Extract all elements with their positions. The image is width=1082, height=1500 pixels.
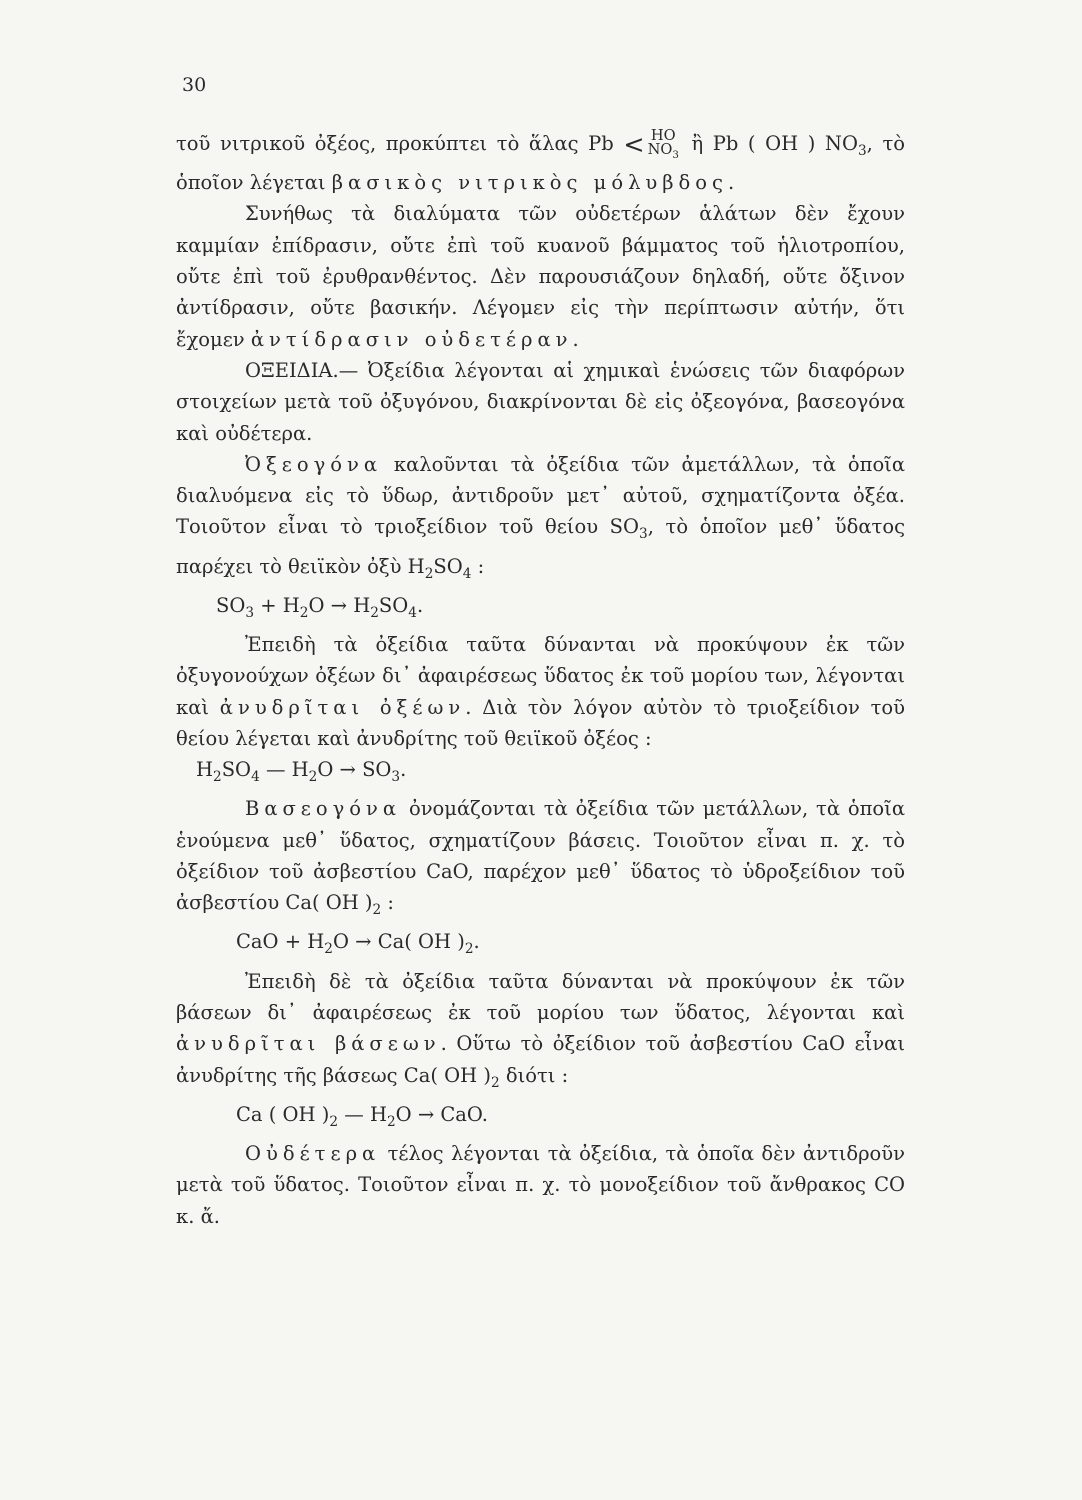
paragraph-oxides-intro: ΟΞΕΙΔΙΑ.— Ὀξείδια λέγονται αἱ χημικαὶ ἑνώσεις τῶν διαφόρων στοιχείων μετὰ τοῦ ὀξυγόνου, διακρίνονται δὲ εἰς ὀξεογόνα, βασεογόνα καὶ οὐδέτερα. (176, 358, 905, 445)
term-basic-lead-nitrate: βασικὸς νιτρικὸς μόλυβδος (331, 171, 728, 195)
formula-fraction: HO $NO_3$ (647, 126, 679, 161)
term-acid-anhydrides: ἀνυδρῖται ὀξέων (219, 695, 466, 719)
equation-cao-water: CaO + $H_2O \to Ca$( OH )$_2$. (236, 930, 480, 958)
paragraph-neutral-reaction: Συνήθως τὰ διαλύματα τῶν οὐδετέρων ἁλάτων δὲν ἔχουν καμμίαν ἐπίδρασιν, οὔτε ἐπὶ τοῦ κυανοῦ βάμματος τοῦ ἡλιοτροπίου, οὔτε ἐπὶ τοῦ ἐρυθρανθέντος. Δὲν παρουσιάζουν δηλαδή, οὔτε ὄξινον ἀντίδρασιν, οὔτε βασικήν. Λέγομεν εἰς τὴν περίπτωσιν αὐτήν, ὅτι ἔχομεν ἀντίδρασιν οὐδετέραν. (176, 202, 905, 351)
term-neutral-reaction: ἀντίδρασιν οὐδετέραν (250, 327, 573, 351)
paragraph-acidic-oxides: Ὀξεογόνα καλοῦνται τὰ ὀξείδια τῶν ἀμετάλλων, τὰ ὁποῖα διαλυόμενα εἰς τὸ ὕδωρ, ἀντιδροῦν μετ᾽ αὐτοῦ, σχηματίζοντα ὀξέα. Τοιοῦτον εἶναι τὸ τριοξείδιον τοῦ θείου $SO_3$, τὸ ὁποῖον μεθ᾽ ὕδατος παρέχει τὸ θειϊκὸν ὀξὺ $H_2SO_4$ : (176, 452, 905, 582)
page-number: 30 (182, 74, 207, 96)
term-base-anhydrides: ἀνυδρῖται βάσεων (176, 1032, 441, 1056)
equation-caoh2-dehydration: Ca ( OH )$_2$ — $H_2O$ → CaO. (236, 1102, 488, 1130)
equation-so3-water: $SO_3 + H_2O \to H_2SO_4$. (216, 593, 424, 621)
term-acidic-oxides: Ὀξεογόνα (245, 452, 382, 476)
paragraph-basic-lead-nitrate: τοῦ νιτρικοῦ ὀξέος, προκύπτει τὸ ἅλας Pb < HO $NO_3$ ἢ Pb ( OH ) $NO_3$, τὸ ὁποῖον λέγεται βασικὸς νιτρικὸς μόλυβδος. (176, 126, 905, 195)
equation-h2so4-dehydration: $H_2SO_4$ — $H_2O \to SO_3$. (196, 758, 407, 786)
paragraph-neutral-oxides: Οὐδέτερα τέλος λέγονται τὰ ὀξείδια, τὰ ὁποῖα δὲν ἀντιδροῦν μετὰ τοῦ ὕδατος. Τοιοῦτον εἶναι π. χ. τὸ μονοξείδιον τοῦ ἄνθρακος CO κ. ἄ. (176, 1141, 905, 1228)
term-basic-oxides: Βασεογόνα (245, 797, 402, 821)
paragraph-acid-anhydrides: Ἐπειδὴ τὰ ὀξείδια ταῦτα δύνανται νὰ προκύψουν ἐκ τῶν ὀξυγονούχων ὀξέων δι᾽ ἀφαιρέσεως ὕδατος ἐκ τοῦ μορίου των, λέγονται καὶ ἀνυδρῖται ὀξέων. Διὰ τὸν λόγον αὐτὸν τὸ τριοξείδιον τοῦ θείου λέγεται καὶ ἀνυδρίτης τοῦ θειϊκοῦ ὀξέος : (176, 633, 905, 750)
page-body (176, 128, 905, 1232)
section-heading-oxides: ΟΞΕΙΔΙΑ. (245, 358, 339, 382)
term-neutral-oxides: Οὐδέτερα (245, 1141, 381, 1165)
paragraph-basic-oxides: Βασεογόνα ὀνομάζονται τὰ ὀξείδια τῶν μετάλλων, τὰ ὁποῖα ἑνούμενα μεθ᾽ ὕδατος, σχηματίζουν βάσεις. Τοιοῦτον εἶναι π. χ. τὸ ὀξείδιον τοῦ ἀσβεστίου CaO, παρέχον μεθ᾽ ὕδατος τὸ ὑδροξείδιον τοῦ ἀσβεστίου Ca( OH )$_2$ : (176, 797, 905, 919)
paragraph-base-anhydrides: Ἐπειδὴ δὲ τὰ ὀξείδια ταῦτα δύνανται νὰ προκύψουν ἐκ τῶν βάσεων δι᾽ ἀφαιρέσεως ἐκ τοῦ μορίου των ὕδατος, λέγονται καὶ ἀνυδρῖται βάσεων. Οὕτω τὸ ὀξείδιον τοῦ ἀσβεστίου CaO εἶναι ἀνυδρίτης τῆς βάσεως Ca( OH )$_2$ διότι : (176, 969, 905, 1091)
